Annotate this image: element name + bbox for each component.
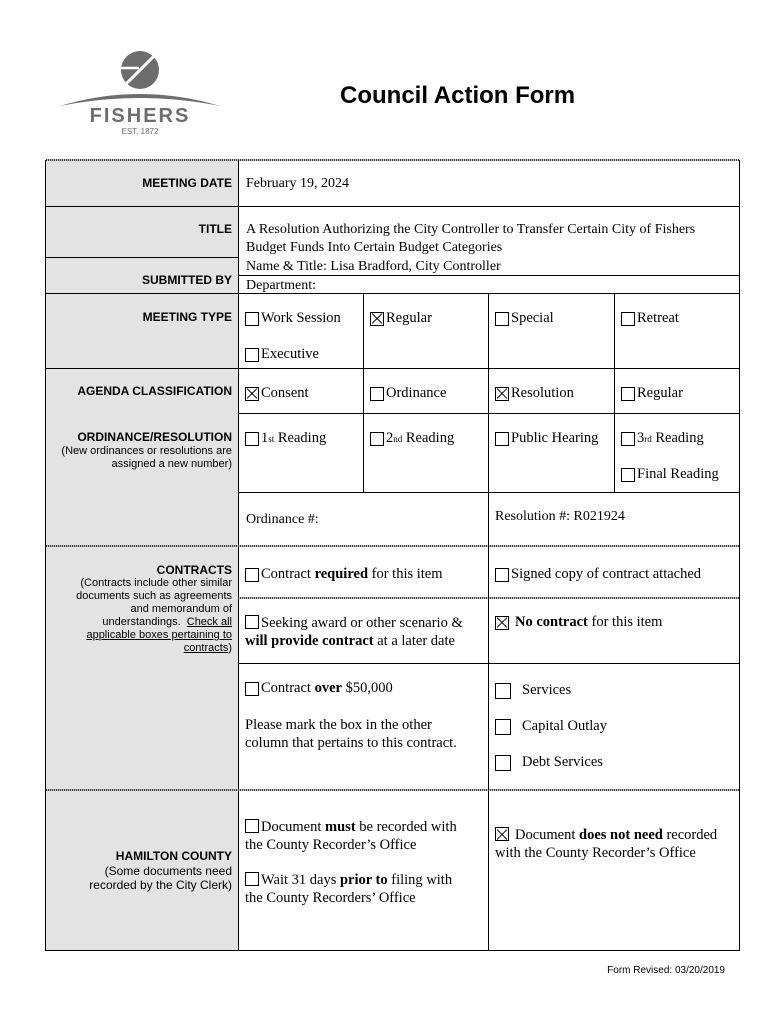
agenda-consent[interactable] bbox=[245, 385, 309, 402]
contracts-note-1: (Contracts include other similar bbox=[80, 577, 232, 589]
meeting-type-work-session[interactable] bbox=[245, 310, 341, 327]
submitted-by-label: SUBMITTED BY bbox=[142, 273, 232, 287]
must-bold: must bbox=[325, 819, 356, 835]
option-label: Final Reading bbox=[637, 466, 719, 482]
seeking-post: at a later date bbox=[373, 633, 455, 649]
must-line2: the County Recorder’s Office bbox=[245, 837, 417, 853]
checkbox[interactable] bbox=[245, 387, 259, 401]
rule-before-contracts bbox=[46, 545, 739, 547]
resolution-number: Resolution #: R021924 bbox=[495, 509, 625, 524]
title-value-line2: Budget Funds Into Certain Budget Categories bbox=[246, 240, 503, 255]
checkbox[interactable] bbox=[495, 719, 511, 735]
public-hearing[interactable] bbox=[495, 430, 598, 447]
checkbox[interactable] bbox=[245, 568, 259, 582]
agenda-resolution[interactable] bbox=[495, 385, 574, 402]
reading-text: Reading bbox=[402, 430, 455, 446]
ordinance-note-2: assigned a new number) bbox=[111, 458, 232, 470]
meeting-type-label: MEETING TYPE bbox=[142, 310, 232, 324]
option-label: Special bbox=[511, 310, 554, 326]
contracts-note-4b: Check all bbox=[186, 616, 232, 628]
must-record[interactable] bbox=[245, 818, 457, 854]
contract-required-post: for this item bbox=[368, 566, 443, 582]
meeting-type-special[interactable] bbox=[495, 310, 554, 327]
wait-pre: Wait 31 days bbox=[261, 872, 340, 888]
col-divider-2 bbox=[363, 293, 364, 493]
second-reading[interactable]: 2 nd Reading bbox=[370, 430, 454, 447]
checkbox[interactable] bbox=[621, 387, 635, 401]
fishers-logo bbox=[55, 50, 225, 140]
checkbox[interactable] bbox=[621, 432, 635, 446]
rule-before-hamilton bbox=[46, 789, 739, 791]
option-label: Work Session bbox=[261, 310, 341, 326]
table-top-border bbox=[46, 159, 739, 161]
option-label: Resolution bbox=[511, 385, 574, 401]
meeting-date-value: February 19, 2024 bbox=[246, 176, 350, 191]
wait-31-days[interactable] bbox=[245, 871, 452, 907]
ordinance-number: Ordinance #: bbox=[246, 512, 319, 527]
reading-num: 1 bbox=[261, 430, 269, 446]
not-need-pre: Document bbox=[515, 827, 580, 843]
checkbox[interactable] bbox=[370, 387, 384, 401]
agenda-classification-label: AGENDA CLASSIFICATION bbox=[77, 384, 232, 398]
checkbox[interactable] bbox=[495, 568, 509, 582]
seeking-line1: Seeking award or other scenario & bbox=[261, 615, 463, 631]
rule-after-submitted bbox=[46, 293, 739, 294]
final-reading[interactable] bbox=[621, 466, 719, 483]
contracts-note-6 bbox=[184, 642, 232, 655]
capital-outlay-option[interactable] bbox=[495, 718, 607, 735]
meeting-type-executive[interactable] bbox=[245, 346, 319, 363]
option-label: Services bbox=[522, 682, 572, 698]
contracts-note-3: and memorandum of bbox=[130, 603, 232, 615]
agenda-ordinance[interactable] bbox=[370, 385, 446, 402]
checkbox[interactable] bbox=[245, 872, 259, 886]
checkbox[interactable] bbox=[495, 387, 509, 401]
rule-after-meeting-type bbox=[46, 368, 739, 369]
reading-num: 3 bbox=[637, 430, 645, 446]
submitted-department: Department: bbox=[246, 278, 316, 293]
wait-bold: prior to bbox=[339, 872, 388, 888]
ordinance-resolution-label: ORDINANCE/RESOLUTION bbox=[77, 430, 232, 444]
third-reading[interactable]: 3 rd Reading bbox=[621, 430, 704, 447]
reading-num: 2 bbox=[386, 430, 394, 446]
table-right-border bbox=[739, 160, 740, 951]
no-contract-bold: No contract bbox=[515, 614, 588, 630]
checkbox[interactable] bbox=[370, 432, 384, 446]
must-pre: Document bbox=[261, 819, 326, 835]
over-post: $50,000 bbox=[341, 680, 393, 696]
checkbox[interactable] bbox=[495, 616, 509, 630]
option-label: Debt Services bbox=[522, 754, 603, 770]
option-label: Retreat bbox=[637, 310, 679, 326]
checkbox[interactable] bbox=[245, 348, 259, 362]
option-label: Regular bbox=[637, 385, 683, 401]
option-label: Executive bbox=[261, 346, 319, 362]
col-divider-3 bbox=[488, 293, 489, 547]
signed-copy[interactable] bbox=[495, 566, 701, 583]
table-bottom-border bbox=[45, 950, 740, 951]
hamilton-county-label: HAMILTON COUNTY bbox=[115, 849, 232, 863]
label-divider bbox=[238, 160, 239, 951]
checkbox[interactable] bbox=[495, 312, 509, 326]
debt-services-option[interactable] bbox=[495, 754, 603, 771]
checkbox[interactable] bbox=[245, 682, 259, 696]
not-need-line2: with the County Recorder’s Office bbox=[495, 845, 696, 861]
contracts-label: CONTRACTS bbox=[156, 563, 232, 577]
form-revised-footer: Form Revised: 03/20/2019 bbox=[607, 965, 725, 976]
option-label: Public Hearing bbox=[511, 430, 599, 446]
contract-required-bold: required bbox=[314, 566, 369, 582]
table-left-border bbox=[45, 160, 46, 951]
checkbox[interactable] bbox=[621, 468, 635, 482]
option-label: Consent bbox=[261, 385, 309, 401]
option-label: Regular bbox=[386, 310, 432, 326]
contract-required-pre: Contract bbox=[261, 566, 315, 582]
contracts-note-2: documents such as agreements bbox=[76, 590, 232, 602]
hamilton-note-1: (Some documents need bbox=[104, 864, 232, 878]
contract-over-50k[interactable] bbox=[245, 680, 393, 697]
hamilton-note-2: recorded by the City Clerk) bbox=[89, 878, 232, 892]
ordinance-note-1: (New ordinances or resolutions are bbox=[61, 445, 232, 457]
checkbox[interactable] bbox=[245, 312, 259, 326]
logo-wordmark: FISHERS bbox=[89, 105, 191, 127]
wait-line2: the County Recorders’ Office bbox=[245, 890, 416, 906]
services-option[interactable] bbox=[495, 682, 571, 699]
over-bold: over bbox=[314, 680, 342, 696]
title-label: TITLE bbox=[198, 222, 232, 236]
logo-est: EST. 1872 bbox=[121, 127, 159, 136]
checkbox[interactable] bbox=[495, 432, 509, 446]
wait-post: filing with bbox=[387, 872, 453, 888]
contract-instruction bbox=[245, 716, 457, 752]
checkbox[interactable] bbox=[495, 827, 509, 841]
instruction-line2: column that pertains to this contract. bbox=[245, 735, 457, 751]
rule-after-title-value bbox=[239, 275, 739, 276]
col-divider-contracts bbox=[488, 547, 489, 790]
no-contract[interactable] bbox=[495, 614, 662, 631]
over-pre: Contract bbox=[261, 680, 315, 696]
checkbox[interactable] bbox=[245, 432, 259, 446]
checkbox[interactable] bbox=[370, 312, 384, 326]
rule-after-date bbox=[46, 206, 739, 207]
contract-required[interactable] bbox=[245, 566, 443, 583]
col-divider-hamilton bbox=[488, 791, 489, 951]
col-divider-4 bbox=[614, 293, 615, 493]
option-label: Capital Outlay bbox=[522, 718, 607, 734]
not-need-post: recorded bbox=[662, 827, 718, 843]
checkbox[interactable] bbox=[621, 312, 635, 326]
rule-after-title bbox=[46, 257, 238, 258]
agenda-regular[interactable] bbox=[621, 385, 683, 402]
contracts-note-4 bbox=[102, 616, 232, 629]
reading-text: Reading bbox=[651, 430, 704, 446]
contracts-note-6a: contracts bbox=[183, 642, 229, 654]
contracts-note-5: applicable boxes pertaining to bbox=[86, 629, 232, 641]
option-label: Signed copy of contract attached bbox=[511, 566, 702, 582]
seeking-award[interactable] bbox=[245, 614, 463, 650]
instruction-line1: Please mark the box in the other bbox=[245, 717, 432, 733]
label-column-bg-top bbox=[46, 160, 238, 546]
not-need-record[interactable] bbox=[495, 826, 717, 862]
checkbox[interactable] bbox=[495, 683, 511, 699]
contracts-note-6b: ) bbox=[228, 642, 232, 654]
submitted-name-title: Name & Title: Lisa Bradford, City Controller bbox=[246, 259, 501, 274]
title-value-line1: A Resolution Authorizing the City Controller to Transfer Certain City of Fishers bbox=[246, 222, 696, 237]
meeting-type-regular[interactable] bbox=[370, 310, 432, 327]
checkbox[interactable] bbox=[495, 755, 511, 771]
meeting-type-retreat[interactable] bbox=[621, 310, 679, 327]
no-contract-post: for this item bbox=[587, 614, 663, 630]
not-need-bold: does not need bbox=[579, 827, 663, 843]
meeting-date-label: MEETING DATE bbox=[142, 176, 232, 190]
first-reading[interactable]: 1 st Reading bbox=[245, 430, 326, 447]
seeking-bold: will provide contract bbox=[245, 633, 374, 649]
option-label: Ordinance bbox=[386, 385, 447, 401]
reading-text: Reading bbox=[274, 430, 327, 446]
checkbox[interactable] bbox=[245, 819, 259, 833]
contracts-note-4a: understandings. bbox=[102, 616, 181, 628]
checkbox[interactable] bbox=[245, 615, 259, 629]
form-title: Council Action Form bbox=[340, 82, 576, 109]
must-post: be recorded with bbox=[355, 819, 457, 835]
